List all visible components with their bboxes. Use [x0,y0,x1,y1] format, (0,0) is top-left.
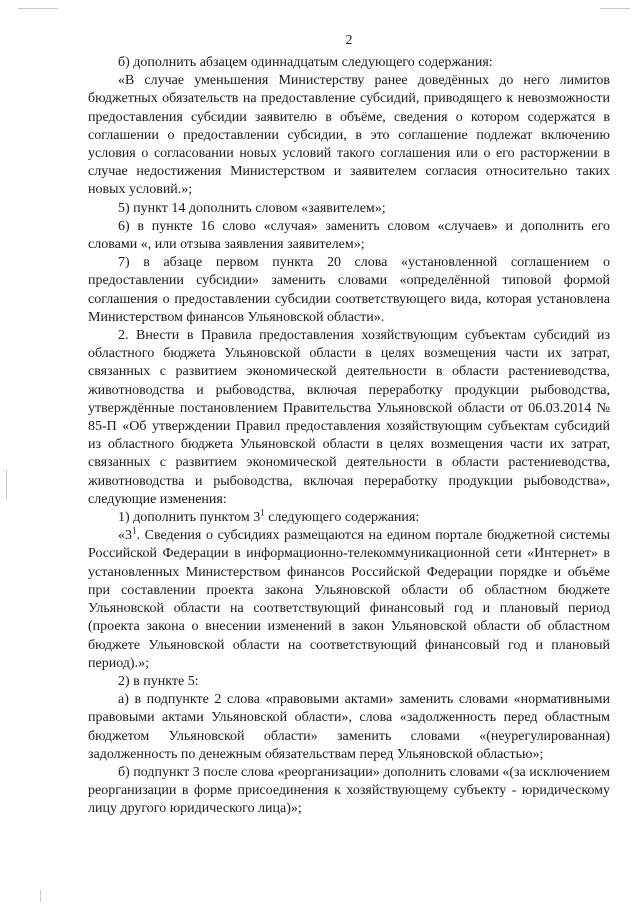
superscript: 1 [132,525,137,536]
superscript: 1 [260,507,265,518]
scan-edge-mark [18,8,58,9]
paragraph: б) дополнить абзацем одиннадцатым следующего содержания: [118,55,493,70]
paragraph: «$3^1$. Сведения о субсидиях размещаются на едином портале бюджетной системы Российской Федерации в информационно-телекоммуникационной сети «Интернет» в установленных Министерством финансов Российской Федерации порядке и объёме при составлении проекта закона Ульяновской области об областном бюджете Ульяновской области на соответствующий финансовый год и плановый период (проекта закона о внесении изменений в закон Ульяновской области об областном бюджете Ульяновской области на соответствующий финансовый год и плановый период).»; [88,525,610,671]
paragraph: 6) в пункте 16 слово «случая» заменить словом «случаев» и дополнить его словами «, или отзыва заявления заявителем»; [88,218,610,253]
document-page [88,0,610,905]
paragraph: 2) в пункте 5: [118,673,199,689]
paragraph: а) в подпункте 2 слова «правовыми актами» заменить словами «нормативными правовыми актами Ульяновской области», слова «задолженность перед областным бюджетом Ульяновской области» заменить словами «(неурегулированная) задолженность по денежным обязательствам перед Ульяновской областью»; [88,692,610,762]
paragraph: 5) пункт 14 дополнить словом «заявителем»; [118,200,386,216]
paragraph: б) подпункт 3 после слова «реорганизации» дополнить словами «(за исключением реорганизации в форме присоединения к хозяйствующему субъекту - юридическому лицу другого юридического лица)»; [88,764,610,817]
paragraph: «В случае уменьшения Министерству ранее доведённых до него лимитов бюджетных обязательств на предоставление субсидий, приводящего к невозможности предоставления субсидии заявителю в объёме, сведения о котором содержатся в соглашении о предоставлении субсидии, в это соглашение подлежат включению условия о согласовании новых условий такого соглашения или о его расторжении в случае недостижения Министерством и заявителем согласия относительно таких новых условий.»; [88,73,610,198]
paragraph: 1) дополнить пунктом $3^1$ следующего содержания: [118,507,420,526]
paragraph: 7) в абзаце первом пункта 20 слова «установленной соглашением о предоставлении субсидии» заменить словами «определённой типовой формой соглашения о предоставлении субсидии соответствующего вида, которая установлена Министерством финансов Ульяновской области». [88,255,610,325]
scan-edge-mark [40,890,41,902]
scan-edge-mark [6,470,7,500]
paragraph: 2. Внести в Правила предоставления хозяйствующим субъектам субсидий из областного бюджета Ульяновской области в целях возмещения части их затрат, связанных с развитием экономической деятельности в области растениеводства, животноводства и рыбоводства, включая переработку продукции рыбоводства, утверждённые постановлением Правительства Ульяновской области от 06.03.2014 № 85-П «Об утверждении Правил предоставления хозяйствующим субъектам субсидий из областного бюджета Ульяновской области в целях возмещения части их затрат, связанных с развитием экономической деятельности в области растениеводства, животноводства и рыбоводства, включая переработку продукции рыбоводства», следующие изменения: [88,328,610,507]
page-number: 2 [345,33,353,48]
document-body [88,54,610,819]
